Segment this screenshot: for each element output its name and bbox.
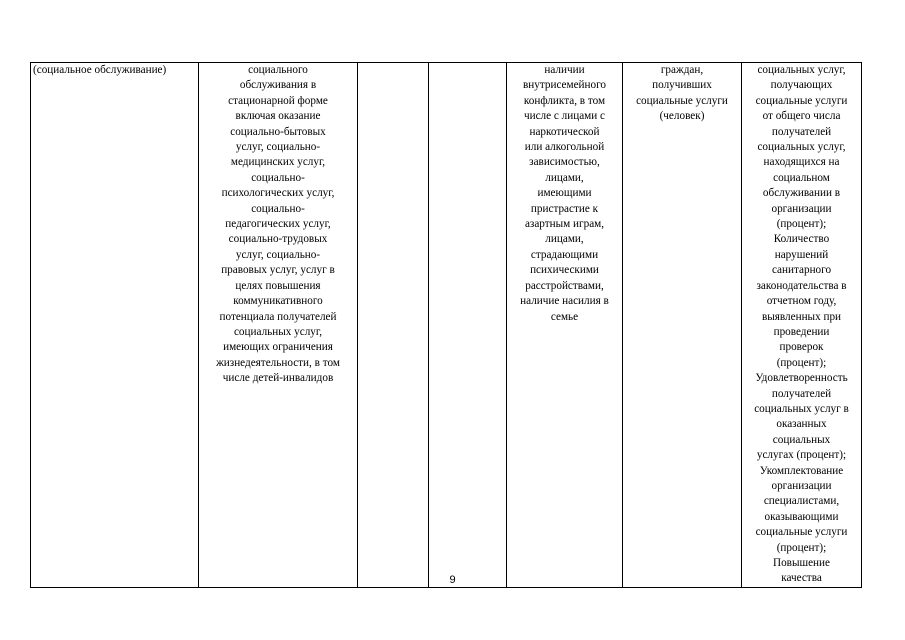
cell-text-line: граждан,: [660, 64, 704, 76]
cell-text-line: или алкогольной: [524, 141, 605, 154]
cell-text-line: социальных услуг,: [757, 64, 846, 76]
cell-text-line: специалистами,: [763, 495, 840, 508]
cell-text-line: наличие насилия в: [520, 295, 609, 308]
table-cell-service-type: [31, 63, 199, 588]
cell-text-line: отчетном году,: [766, 295, 837, 308]
cell-text-line: психологических услуг,: [221, 187, 335, 200]
cell-text-line: получателей: [771, 387, 832, 400]
cell-text-line: Количество: [773, 233, 830, 246]
cell-text-line: санитарного: [771, 264, 832, 277]
cell-text-line: качества: [781, 572, 822, 585]
cell-text-line: Удовлетворенность: [755, 372, 848, 385]
cell-text-line: выявленных при: [761, 310, 842, 323]
table-cell-empty: [429, 63, 507, 588]
cell-text-line: оказанных: [776, 418, 827, 431]
cell-text-line: имеющими: [537, 187, 592, 200]
table-cell-volume-indicator: [623, 63, 742, 588]
cell-text-line: (процент);: [776, 541, 827, 554]
cell-text-line: Укомплектование: [759, 464, 844, 477]
cell-text-line: медицинских услуг,: [230, 156, 326, 169]
cell-text-line: (человек): [659, 110, 705, 123]
cell-text-line: находящихся на: [763, 156, 840, 169]
cell-text-line: социально-бытовых: [230, 125, 326, 138]
table-cell-service-content: [199, 63, 358, 588]
cell-text-line: услугах (процент);: [756, 449, 847, 462]
cell-text-line: социальных услуг,: [757, 141, 846, 154]
cell-text-line: проверок: [779, 341, 824, 354]
cell-text-line: обслуживании в: [762, 187, 841, 200]
cell-text-line: Повышение: [773, 557, 830, 569]
cell-text-line: наличии: [544, 64, 585, 76]
cell-text-line: социальных: [772, 433, 831, 446]
cell-text-line: (процент);: [776, 356, 827, 369]
cell-text-line: получивших: [652, 79, 712, 92]
cell-text-line: страдающими: [530, 248, 599, 261]
cell-text-line: услуг, социально-: [235, 248, 321, 261]
cell-text-line: социально-: [251, 202, 305, 215]
cell-text-line: наркотической: [529, 125, 600, 138]
cell-text-line: жизнедеятельности, в том: [216, 356, 340, 369]
cell-text-line: числе с лицами с: [523, 110, 606, 123]
cell-text-line: (социальное обслуживание): [33, 64, 167, 76]
cell-text-line: внутрисемейного: [522, 79, 607, 92]
cell-text-line: семье: [550, 310, 579, 323]
cell-text-line: потенциала получателей: [219, 310, 337, 323]
cell-text-line: социальном: [773, 171, 830, 184]
cell-text-line: зависимостью,: [529, 156, 600, 169]
cell-text-line: обслуживания в: [239, 79, 317, 92]
cell-text-line: от общего числа: [762, 110, 841, 123]
cell-text-line: социальные услуги: [755, 526, 848, 539]
table-row: [31, 63, 862, 588]
document-table: [30, 62, 862, 588]
page-number: 9: [449, 574, 456, 586]
cell-text-line: проведении: [773, 325, 830, 338]
cell-text-line: социального: [248, 64, 308, 76]
cell-text-line: социально-: [251, 171, 305, 184]
cell-text-line: получателей: [771, 125, 832, 138]
cell-text-line: социальные услуги: [755, 94, 848, 107]
cell-text-line: организации: [771, 479, 832, 492]
cell-text-line: целях повышения: [235, 279, 321, 292]
cell-text-line: получающих: [770, 79, 833, 92]
cell-text-line: нарушений: [774, 248, 829, 261]
cell-text-line: азартным играм,: [524, 218, 605, 231]
cell-text-line: психическими: [530, 264, 599, 277]
cell-text-line: социальных услуг в: [754, 402, 849, 415]
cell-text-line: лицами,: [545, 171, 584, 184]
cell-text-line: числе детей-инвалидов: [222, 372, 334, 385]
cell-text-line: коммуникативного: [233, 295, 323, 308]
cell-text-line: правовых услуг, услуг в: [221, 264, 335, 277]
cell-text-line: расстройствами,: [525, 279, 604, 292]
table-cell-conditions: [507, 63, 623, 588]
cell-text-line: законодательства в: [756, 279, 847, 292]
cell-text-line: услуг, социально-: [235, 141, 321, 154]
cell-text-line: социальных услуг,: [233, 325, 323, 338]
cell-text-line: социально-трудовых: [228, 233, 328, 246]
cell-text-line: социальные услуги: [636, 94, 728, 107]
cell-text-line: имеющих ограничения: [223, 341, 333, 354]
cell-text-line: включая оказание: [235, 110, 321, 123]
cell-text-line: лицами,: [545, 233, 584, 246]
cell-text-line: оказывающими: [764, 510, 839, 523]
cell-text-line: стационарной форме: [228, 94, 328, 107]
cell-text-line: (процент);: [776, 218, 827, 231]
cell-text-line: организации: [771, 202, 832, 215]
cell-text-line: конфликта, в том: [523, 94, 606, 107]
cell-text-line: педагогических услуг,: [225, 218, 331, 231]
cell-text-line: пристрастие к: [530, 202, 599, 215]
table-cell-quality-indicators: [742, 63, 862, 588]
table-cell-empty: [358, 63, 429, 588]
